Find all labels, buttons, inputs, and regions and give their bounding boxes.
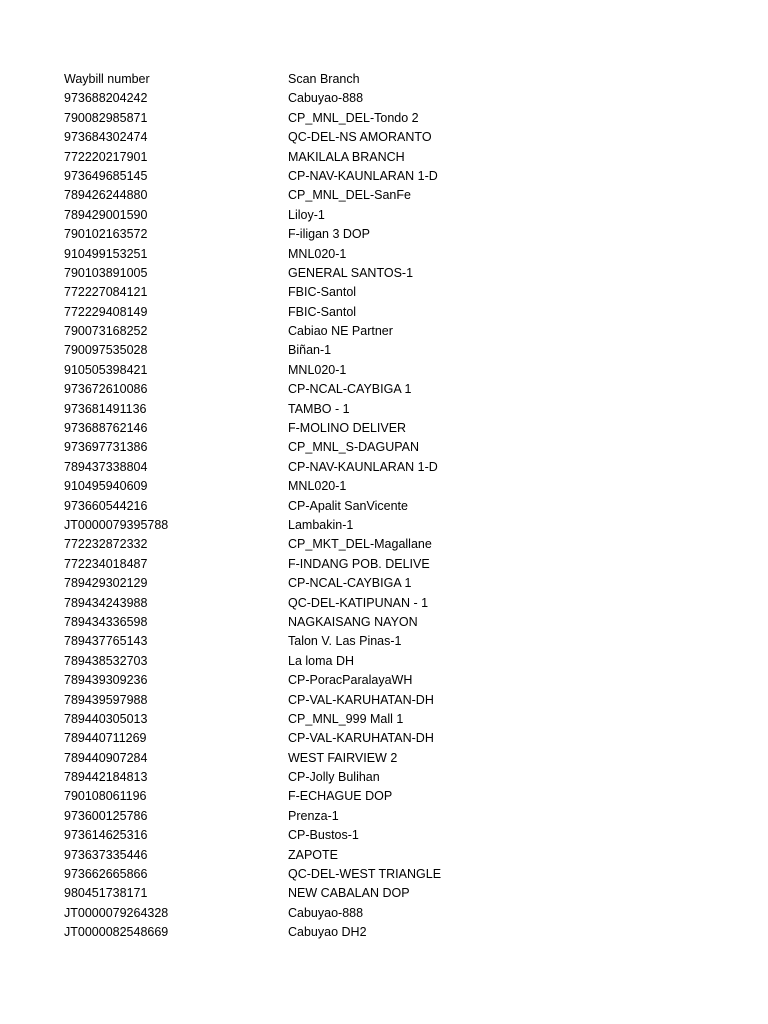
waybill-number-cell: 973681491136 [64, 401, 147, 416]
scan-branch-cell: QC-DEL-NS AMORANTO [288, 130, 432, 145]
table-row [64, 303, 684, 322]
table-row [64, 477, 684, 496]
scan-branch-cell: CP-Jolly Bulihan [288, 770, 380, 785]
scan-branch-cell: CP_MKT_DEL-Magallane [288, 537, 432, 552]
waybill-number-cell: 973600125786 [64, 808, 148, 823]
waybill-number-cell: 772229408149 [64, 304, 148, 319]
table-row [64, 904, 684, 923]
waybill-number-cell: 789434243988 [64, 595, 148, 610]
table-row [64, 691, 684, 710]
scan-branch-cell: CP_MNL_S-DAGUPAN [288, 440, 420, 455]
scan-branch-cell: CP-Apalit SanVicente [288, 498, 408, 513]
table-row [64, 458, 684, 477]
table-row [64, 923, 684, 942]
table-row [64, 322, 684, 341]
scan-branch-cell: MAKILALA BRANCH [288, 149, 405, 164]
scan-branch-cell: CP-NAV-KAUNLARAN 1-D [288, 168, 438, 183]
waybill-number-cell: 790103891005 [64, 265, 148, 280]
table-row [64, 225, 684, 244]
scan-branch-cell: CP_MNL_DEL-Tondo 2 [288, 110, 419, 125]
scan-branch-cell: TAMBO - 1 [288, 401, 350, 416]
waybill-number-cell: 973688762146 [64, 421, 148, 436]
table-row [64, 710, 684, 729]
waybill-number-cell: 772227084121 [64, 285, 148, 300]
scan-branch-cell: Lambakin-1 [288, 517, 354, 532]
waybill-number-cell: 790102163572 [64, 227, 148, 242]
table-row [64, 555, 684, 574]
scan-branch-cell: Talon V. Las Pinas-1 [288, 634, 402, 649]
table-row [64, 167, 684, 186]
table-row [64, 632, 684, 651]
table-row [64, 283, 684, 302]
scan-branch-cell: CP-NCAL-CAYBIGA 1 [288, 576, 412, 591]
table-row [64, 264, 684, 283]
waybill-number-cell: 789429001590 [64, 207, 148, 222]
table-row [64, 768, 684, 787]
table-row [64, 380, 684, 399]
table-row [64, 89, 684, 108]
header-scan-branch: Scan Branch [288, 72, 360, 86]
table-row [64, 400, 684, 419]
table-row [64, 497, 684, 516]
table-row [64, 128, 684, 147]
table-row [64, 749, 684, 768]
waybill-number-cell: 789429302129 [64, 576, 148, 591]
waybill-number-cell: 973672610086 [64, 382, 148, 397]
scan-branch-cell: F-MOLINO DELIVER [288, 421, 407, 436]
table-row [64, 438, 684, 457]
table-row [64, 245, 684, 264]
header-waybill-number: Waybill number [64, 72, 150, 86]
scan-branch-cell: MNL020-1 [288, 479, 347, 494]
table-row [64, 884, 684, 903]
waybill-number-cell: JT0000079395788 [64, 517, 169, 532]
table-row [64, 206, 684, 225]
waybill-number-cell: 910505398421 [64, 362, 148, 377]
waybill-number-cell: 789437765143 [64, 634, 148, 649]
scan-branch-cell: FBIC-Santol [288, 285, 357, 300]
scan-branch-cell: Prenza-1 [288, 808, 339, 823]
waybill-number-cell: 973697731386 [64, 440, 148, 455]
waybill-table [64, 70, 684, 943]
waybill-number-cell: JT0000079264328 [64, 905, 169, 920]
scan-branch-cell: CP-NCAL-CAYBIGA 1 [288, 382, 412, 397]
waybill-number-cell: 789442184813 [64, 770, 148, 785]
waybill-number-cell: 789438532703 [64, 653, 148, 668]
scan-branch-cell: CP_MNL_DEL-SanFe [288, 188, 411, 203]
scan-branch-cell: CP-PoracParalayaWH [288, 673, 413, 688]
table-row [64, 148, 684, 167]
table-row [64, 186, 684, 205]
scan-branch-cell: MNL020-1 [288, 362, 347, 377]
scan-branch-cell: F-ECHAGUE DOP [288, 789, 393, 804]
scan-branch-cell: Biñan-1 [288, 343, 332, 358]
table-row [64, 613, 684, 632]
scan-branch-cell: F-iligan 3 DOP [288, 227, 370, 242]
waybill-number-cell: 973684302474 [64, 130, 148, 145]
table-row [64, 109, 684, 128]
waybill-number-cell: 789426244880 [64, 188, 148, 203]
table-row [64, 787, 684, 806]
scan-branch-cell: Cabiao NE Partner [288, 324, 393, 339]
waybill-number-cell: 789440305013 [64, 711, 148, 726]
waybill-number-cell: 789439597988 [64, 692, 148, 707]
scan-branch-cell: FBIC-Santol [288, 304, 357, 319]
scan-branch-cell: CP_MNL_999 Mall 1 [288, 711, 404, 726]
scan-branch-cell: CP-Bustos-1 [288, 828, 359, 843]
waybill-number-cell: 980451738171 [64, 886, 148, 901]
scan-branch-cell: Liloy-1 [288, 207, 325, 222]
scan-branch-cell: CP-VAL-KARUHATAN-DH [288, 731, 434, 746]
waybill-number-cell: 790073168252 [64, 324, 148, 339]
waybill-number-cell: 772234018487 [64, 556, 148, 571]
waybill-number-cell: 973662665866 [64, 867, 148, 882]
waybill-number-cell: 973660544216 [64, 498, 148, 513]
waybill-number-cell: 789440907284 [64, 750, 148, 765]
table-row [64, 671, 684, 690]
scan-branch-cell: CP-NAV-KAUNLARAN 1-D [288, 459, 438, 474]
waybill-number-cell: 790097535028 [64, 343, 148, 358]
scan-branch-cell: F-INDANG POB. DELIVE [288, 556, 430, 571]
scan-branch-cell: La loma DH [288, 653, 354, 668]
waybill-number-cell: 910499153251 [64, 246, 148, 261]
table-row [64, 826, 684, 845]
table-row [64, 341, 684, 360]
table-row [64, 594, 684, 613]
waybill-number-cell: 789437338804 [64, 459, 148, 474]
table-row [64, 729, 684, 748]
scan-branch-cell: NEW CABALAN DOP [288, 886, 410, 901]
table-row [64, 361, 684, 380]
waybill-number-cell: 789439309236 [64, 673, 148, 688]
waybill-number-cell: 973649685145 [64, 168, 148, 183]
table-row [64, 419, 684, 438]
waybill-number-cell: 973614625316 [64, 828, 148, 843]
waybill-number-cell: 789440711269 [64, 731, 147, 746]
scan-branch-cell: MNL020-1 [288, 246, 347, 261]
table-row [64, 574, 684, 593]
table-row [64, 652, 684, 671]
waybill-number-cell: 973637335446 [64, 847, 148, 862]
table-row [64, 846, 684, 865]
scan-branch-cell: NAGKAISANG NAYON [288, 614, 418, 629]
scan-branch-cell: QC-DEL-KATIPUNAN - 1 [288, 595, 429, 610]
waybill-number-cell: 910495940609 [64, 479, 148, 494]
table-row [64, 865, 684, 884]
scan-branch-cell: GENERAL SANTOS-1 [288, 265, 414, 280]
scan-branch-cell: ZAPOTE [288, 847, 339, 862]
scan-branch-cell: QC-DEL-WEST TRIANGLE [288, 867, 442, 882]
table-body [64, 89, 684, 942]
waybill-number-cell: 772220217901 [64, 149, 148, 164]
waybill-number-cell: JT0000082548669 [64, 925, 169, 940]
waybill-number-cell: 772232872332 [64, 537, 148, 552]
scan-branch-cell: Cabuyao-888 [288, 905, 364, 920]
scan-branch-cell: Cabuyao DH2 [288, 925, 367, 940]
waybill-number-cell: 790082985871 [64, 110, 148, 125]
waybill-number-cell: 790108061196 [64, 789, 147, 804]
waybill-number-cell: 973688204242 [64, 91, 148, 106]
scan-branch-cell: Cabuyao-888 [288, 91, 364, 106]
table-header-row [64, 70, 684, 89]
table-row [64, 535, 684, 554]
table-row [64, 516, 684, 535]
scan-branch-cell: CP-VAL-KARUHATAN-DH [288, 692, 434, 707]
table-row [64, 807, 684, 826]
scan-branch-cell: WEST FAIRVIEW 2 [288, 750, 398, 765]
waybill-number-cell: 789434336598 [64, 614, 148, 629]
